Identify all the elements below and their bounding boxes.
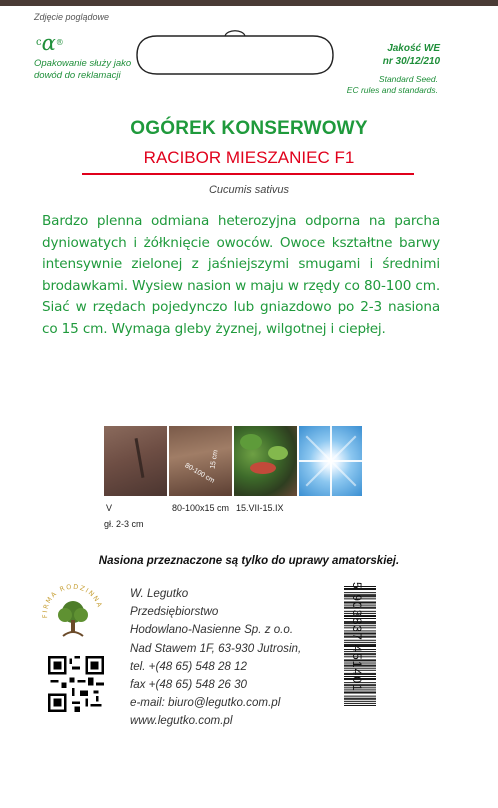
sun-icon: [299, 426, 362, 496]
company-line: W. Legutko: [130, 587, 189, 600]
spacing-caption: 80-100x15 cm: [172, 503, 230, 513]
alpha-logo: [36, 32, 70, 54]
preview-label: Zdjęcie poglądowe: [34, 12, 110, 22]
alpha-symbol: α: [41, 31, 56, 55]
leaf-shape: [268, 446, 288, 460]
standard-line-2: EC rules and standards.: [346, 85, 438, 95]
sowing-month-caption: V: [106, 503, 113, 513]
harvest-photo: [234, 426, 297, 496]
quality-line-1: Jakość WE: [387, 43, 440, 54]
sowing-hand-mark: [135, 438, 145, 478]
company-address: [130, 585, 340, 731]
registered-mark: ®: [55, 38, 64, 47]
product-description: Bardzo plenna odmiana heterozyjna odporna na parcha dyniowatych i żółknięcie owoców. Owoce kształtne barwy intensywnie zielonej z jaśniejszymi smugami i średnimi brodawkami. Wysiew nasion w maju w rzędy co 80-100 cm. Siać w rzędach pojedynczo lub gniazdowo po 2-3 nasiona co 15 cm. Wymaga gleby żyznej, wilgotnej i ciepłej.: [42, 213, 440, 337]
fax-line: fax +(48 65) 548 26 30: [130, 678, 247, 692]
phone-line: tel. +(48 65) 548 28 12: [130, 659, 247, 673]
emblem-text: FIRMA RODZINNA: [40, 582, 105, 619]
website-line: www.legutko.com.pl: [130, 714, 233, 728]
company-line: Przedsiębiorstwo: [130, 605, 219, 619]
spacing-row-label: 80-100 cm: [183, 462, 216, 485]
latin-name: Cucumis sativus: [208, 184, 290, 196]
cultivation-captions: [104, 503, 362, 533]
fruit-shape: [250, 462, 276, 474]
depth-caption: gł. 2-3 cm: [104, 519, 144, 529]
company-line: Nad Stawem 1F, 63-930 Jutrosin,: [130, 641, 302, 655]
quality-line-2: nr 30/12/210: [382, 56, 440, 67]
variety-name: RACIBOR MIESZANIEC F1: [143, 148, 355, 167]
company-line: Hodowlano-Nasienne Sp. z o.o.: [130, 623, 294, 637]
sowing-photo: [104, 426, 167, 496]
proof-note: Opakowanie służy jako dowód do reklamacji: [34, 58, 132, 81]
quality-badge: [310, 42, 440, 68]
standard-line-1: Standard Seed.: [378, 74, 438, 84]
title-divider: [82, 173, 414, 175]
standard-note: [288, 74, 438, 96]
barcode-digits-wrap: [350, 582, 378, 712]
barcode-digits: 5 903837 451401: [350, 582, 364, 692]
product-title: OGÓREK KONSERWOWY: [130, 118, 368, 139]
spacing-plant-label: 15 cm: [209, 449, 220, 470]
amateur-use-notice: Nasiona przeznaczone są tylko do uprawy amatorskiej.: [98, 555, 400, 567]
leaf-shape: [240, 434, 262, 450]
harvest-caption: 15.VII-15.IX: [236, 503, 284, 513]
cultivation-icons: [104, 426, 362, 496]
copyright-mark: c: [36, 37, 42, 48]
family-company-emblem: [40, 582, 106, 648]
email-line: e-mail: biuro@legutko.com.pl: [130, 696, 281, 710]
qr-code: [48, 656, 104, 712]
spacing-photo: [169, 426, 232, 496]
